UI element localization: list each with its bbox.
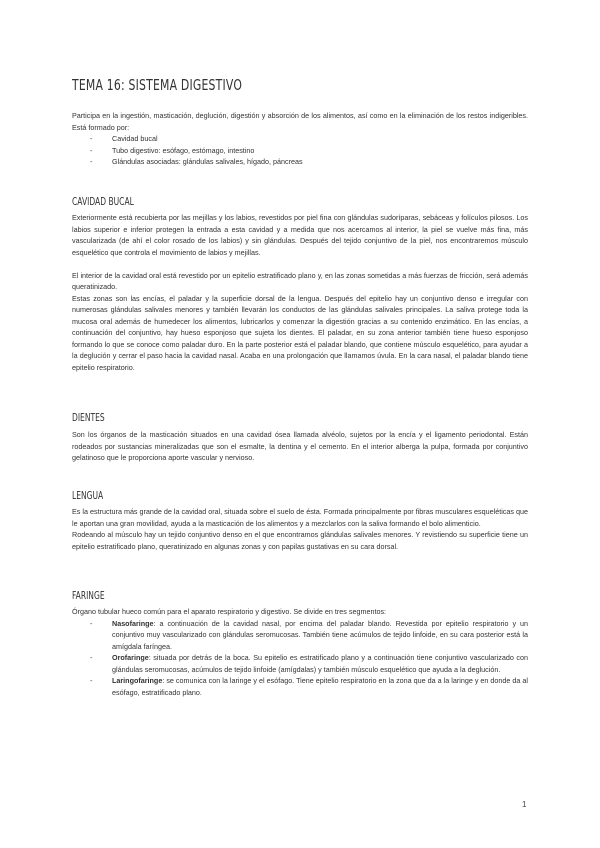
dientes-block [72, 429, 528, 464]
intro-block [72, 110, 528, 168]
list-item: - Tubo digestivo: esófago, estómago, intestino [90, 145, 255, 155]
lengua-paragraph-2: Rodeando al músculo hay un tejido conjuntivo denso en el que encontramos glándulas salivales menores. Y revistiendo su superficie tiene un epitelio estratificado plano, queratinizado en algunas zonas y con papilas gustativas en su cara dorsal. [72, 530, 528, 551]
cavidad-paragraph-2: El interior de la cavidad oral está revestido por un epitelio estratificado plano y, en las zonas sometidas a más fuerzas de fricción, será además queratinizado. [72, 270, 528, 291]
section-heading-lengua: LENGUA [72, 490, 104, 502]
faringe-paragraph: Órgano tubular hueco común para el aparato respiratorio y digestivo. Se divide en tres segmentos: [72, 607, 387, 616]
section-heading-dientes: DIENTES [72, 412, 105, 424]
cavidad-block [72, 212, 528, 373]
intro-list [72, 133, 528, 168]
intro-paragraph: Participa en la ingestión, masticación, deglución, digestión y absorción de los alimentos, así como en la eliminación de los restos indigeribles. Está formado por: [72, 111, 528, 132]
page-number: 1 [522, 800, 527, 809]
section-heading-faringe: FARINGE [72, 590, 105, 602]
page-title: TEMA 16: SISTEMA DIGESTIVO [72, 76, 243, 94]
list-item: - Glándulas asociadas: glándulas salivales, hígado, páncreas [90, 157, 303, 166]
list-item: - Orofaringe: situada por detrás de la boca. Su epitelio es estratificado plano y a continuación tiene conjuntivo vascularizado con glándulas seromucosas, acúmulos de tejido linfoide (amígdalas) y también músculo esquelético que ayuda a la deglución. [90, 653, 528, 674]
list-item: - Cavidad bucal [90, 134, 158, 143]
list-item: - Nasofaringe: a continuación de la cavidad nasal, por encima del paladar blando. Revestida por epitelio respiratorio y un conjuntivo muy vascularizado con glándulas seromucosas. También tiene acúmulos de tejido linfoide, en su cara posterior está la amígdala faríngea. [90, 618, 528, 651]
faringe-block [72, 606, 528, 698]
cavidad-paragraph-3: Estas zonas son las encías, el paladar y la superficie dorsal de la lengua. Después del epitelio hay un conjuntivo denso e irregular con numerosas glándulas salivales menores y también llevarán los conductos de las glándulas salivales principales. La saliva protege toda la mucosa oral además de humedecer los alimentos, lubricarlos y comenzar la digestión gracias a su contenido enzimático. En las encías, a continuación del conjuntivo, hay hueso esponjoso que sujeta los dientes. El paladar, en su zona anterior también tiene hueso esponjoso formando lo que se conoce como paladar duro. En la parte posterior está el paladar blando, que contiene músculo esquelético, para ayudar a la deglución y cerrar el paso hacia la cavidad nasal. Acaba en una prolongación que llamamos úvula. En la cara nasal, el paladar blando tiene epitelio respiratorio. [72, 293, 528, 372]
list-item: - Laringofaringe: se comunica con la laringe y el esófago. Tiene epitelio respiratorio en la zona que da a la laringe y en donde da al esófago, estratificado plano. [90, 676, 528, 697]
cavidad-paragraph-1: Exteriormente está recubierta por las mejillas y los labios, revestidos por piel fina con glándulas sudoríparas, sebáceas y folículos pilosos. Los labios superior e inferior protegen la entrada a esta cavidad y a medida que nos acercamos al interior, la piel se vuelve más fina, más vascularizada (de ahí el color rosado de los labios) y sin glándulas. Después del tejido conjuntivo de la piel, nos encontraremos músculo esquelético que controla el movimiento de labios y mejillas. [72, 213, 528, 257]
section-heading-cavidad: CAVIDAD BUCAL [72, 196, 134, 208]
lengua-paragraph-1: Es la estructura más grande de la cavidad oral, situada sobre el suelo de ésta. Formada principalmente por fibras musculares esqueléticas que le aportan una gran movilidad, ayuda a la masticación de los alimentos y a mezclarlos con la saliva formando el bolo alimenticio. [72, 507, 528, 528]
lengua-block [72, 506, 528, 552]
dientes-paragraph: Son los órganos de la masticación situados en una cavidad ósea llamada alvéolo, sujetos por la encía y el ligamento periodontal. Están rodeados por sustancias mineralizadas que son el esmalte, la dentina y el cemento. En el interior alberga la pulpa, formada por conjuntivo gelatinoso que le proporciona aporte vascular y nervioso. [72, 430, 528, 462]
faringe-list [72, 618, 528, 699]
